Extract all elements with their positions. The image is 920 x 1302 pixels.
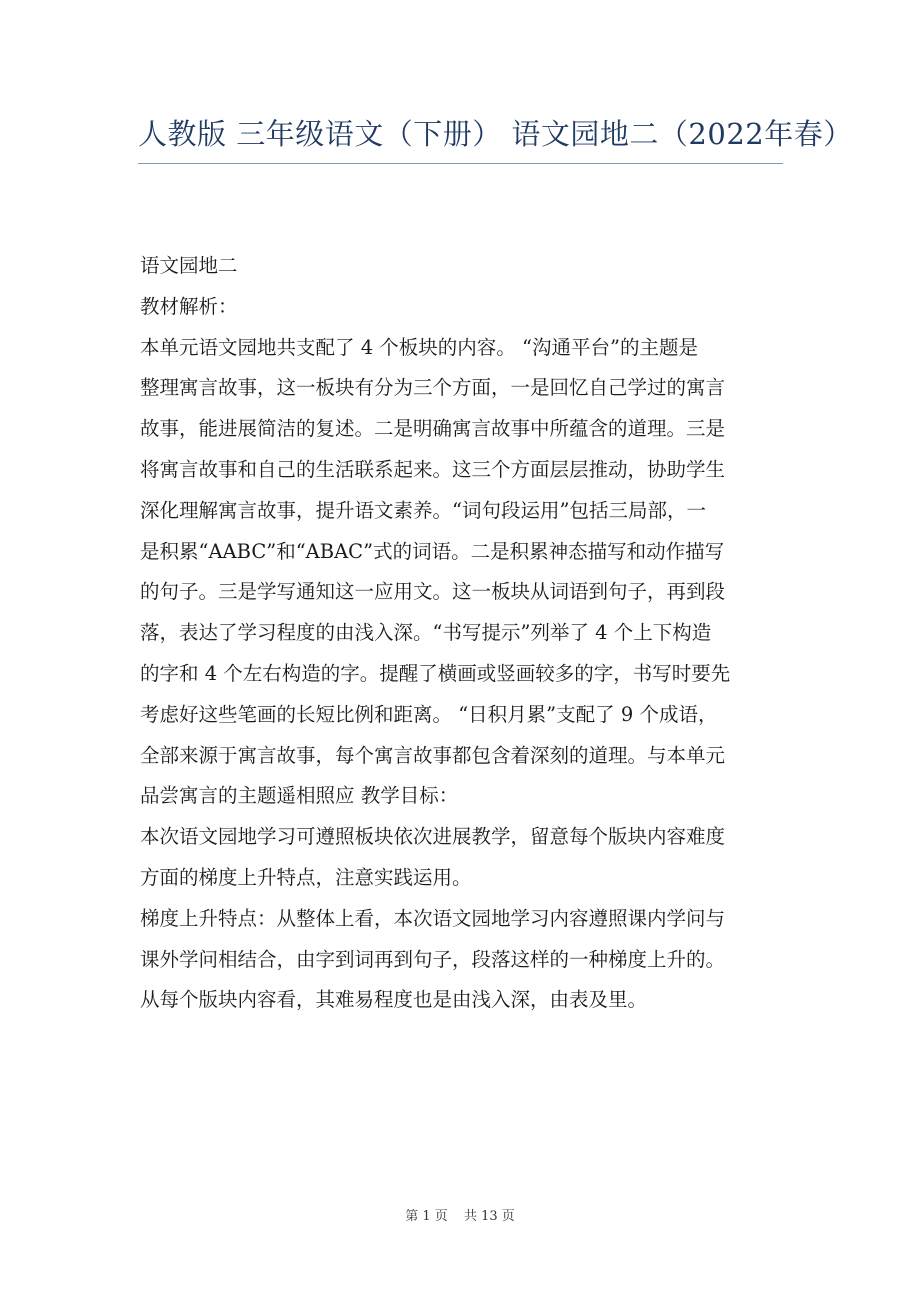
page-number: 第 1 页	[405, 1209, 448, 1224]
paragraph-line: 考虑好这些笔画的长短比例和距离。 “日积月累”支配了 9 个成语，	[140, 702, 718, 726]
paragraph-line: 的字和 4 个左右构造的字。提醒了横画或竖画较多的字，书写时要先	[140, 661, 731, 685]
document-title: 人教版 三年级语文（下册） 语文园地二（2022年春）	[138, 117, 853, 151]
paragraph-line: 本单元语文园地共支配了 4 个板块的内容。 “沟通平台”的主题是	[140, 335, 698, 359]
title-underline	[138, 163, 783, 164]
paragraph-line: 品尝寓言的主题遥相照应 教学目标：	[140, 784, 459, 808]
section-heading: 语文园地二	[140, 254, 238, 277]
paragraph-line: 将寓言故事和自己的生活联系起来。这三个方面层层推动，协助学生	[140, 457, 726, 481]
paragraph-line: 从每个版块内容看，其难易程度也是由浅入深，由表及里。	[140, 988, 648, 1012]
paragraph-line: 的句子。三是学写通知这一应用文。这一板块从词语到句子，再到段	[140, 580, 726, 604]
paragraph-line: 深化理解寓言故事，提升语文素养。“词句段运用”包括三局部，一	[140, 498, 706, 522]
paragraph-line: 方面的梯度上升特点，注意实践运用。	[140, 865, 472, 889]
document-body	[140, 246, 790, 1021]
page-total: 共 13 页	[463, 1209, 515, 1224]
paragraph-line: 本次语文园地学习可遵照板块依次进展教学，留意每个版块内容难度	[140, 825, 726, 849]
paragraph-line: 故事，能进展简洁的复述。二是明确寓言故事中所蕴含的道理。三是	[140, 417, 726, 441]
paragraph-line: 是积累“AABC”和“ABAC”式的词语。二是积累神态描写和动作描写	[140, 539, 725, 563]
paragraph-line: 全部来源于寓言故事，每个寓言故事都包含着深刻的道理。与本单元	[140, 743, 726, 767]
paragraph-line: 落，表达了学习程度的由浅入深。“书写提示”列举了 4 个上下构造	[140, 621, 712, 645]
paragraph-line: 整理寓言故事，这一板块有分为三个方面，一是回忆自己学过的寓言	[140, 376, 726, 400]
paragraph-line: 梯度上升特点：从整体上看，本次语文园地学习内容遵照课内学问与	[140, 906, 726, 930]
paragraph-line: 课外学问相结合，由字到词再到句子，段落这样的一种梯度上升的。	[140, 947, 726, 971]
page-footer	[0, 1205, 920, 1224]
subheading: 教材解析：	[140, 294, 238, 318]
